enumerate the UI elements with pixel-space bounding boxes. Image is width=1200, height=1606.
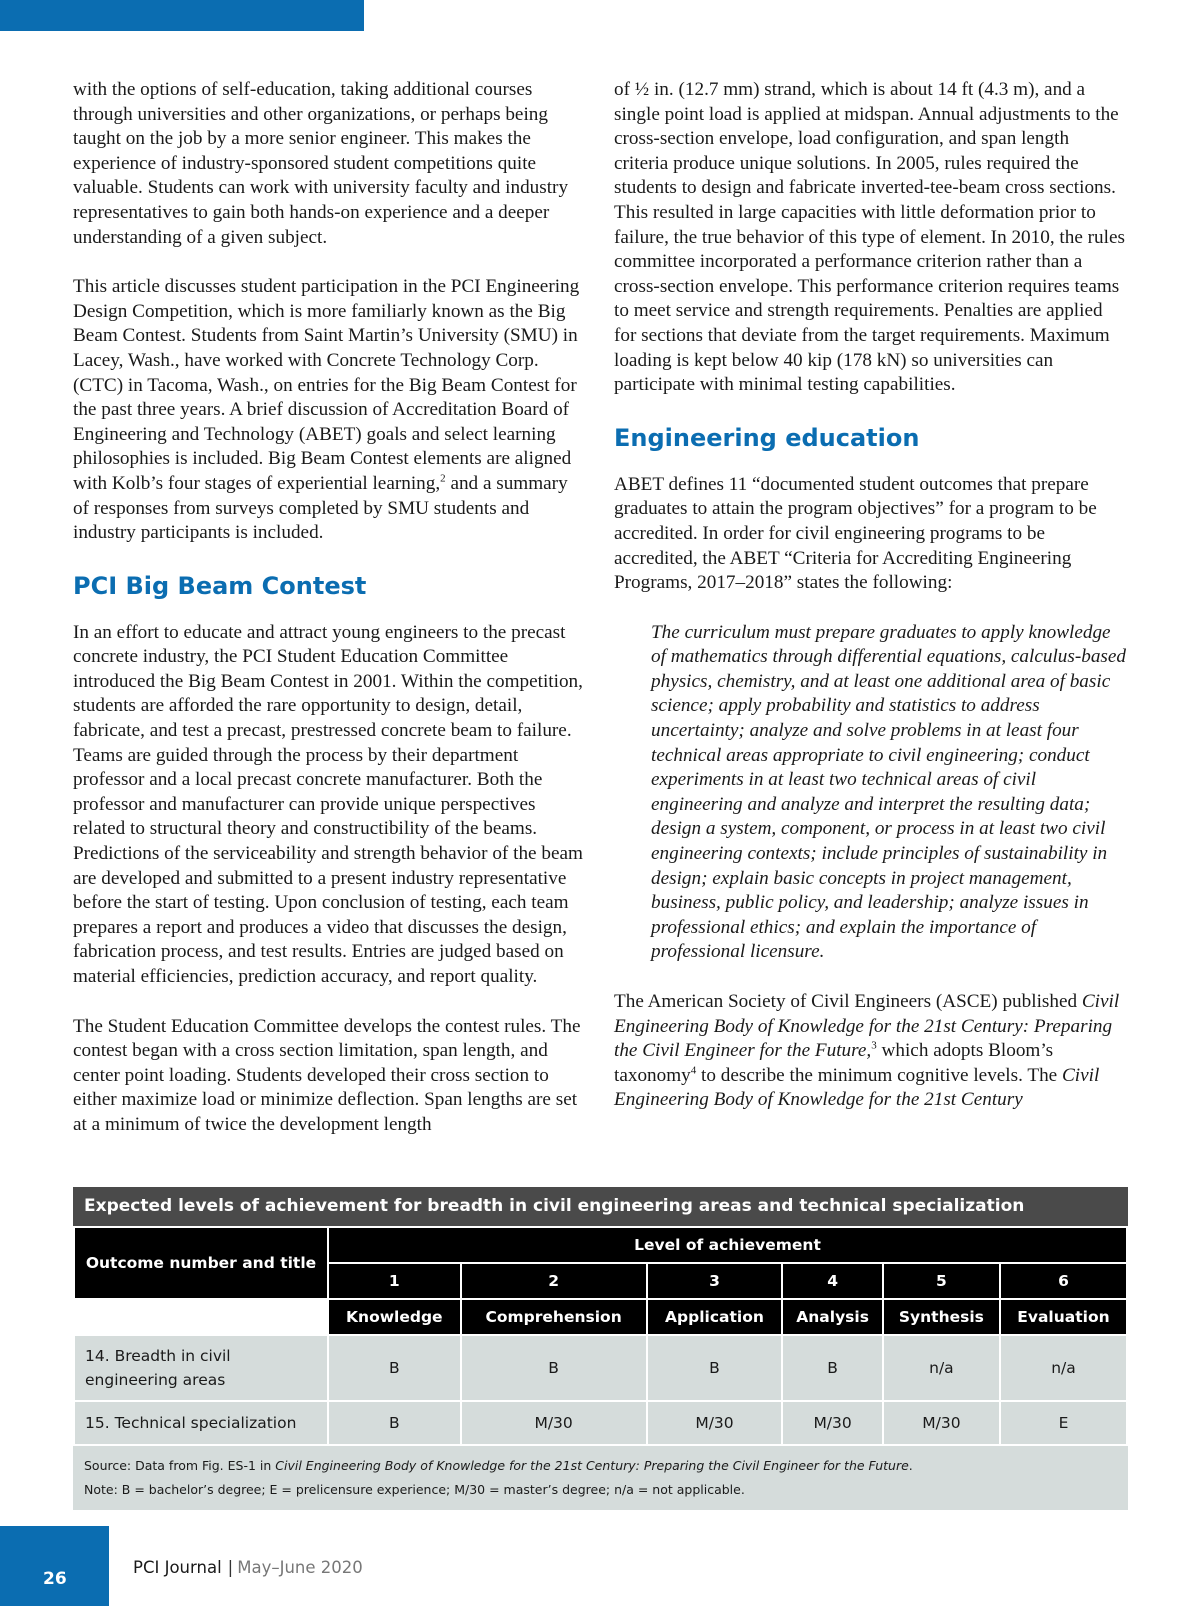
footnote-ref[interactable]: 3 — [871, 1039, 877, 1052]
block-quote: The curriculum must prepare graduates to apply knowledge of mathematics through differential equations, calculus-based physics, chemistry, and at least one additional area of basic science; apply probability and statistics to address uncertainty; analyze and solve problems in at least four technical areas appropriate to civil engineering; conduct experiments in at least two technical areas of civil engineering and analyze and interpret the resulting data; design a system, component, or process in at least two civil engineering contexts; include principles of sustainability in design; explain basic concepts in project management, business, public policy, and leadership; analyze issues in professional ethics; and explain the importance of professional licensure. — [651, 621, 1127, 963]
table-cell: M/30 — [461, 1401, 647, 1445]
left-column — [73, 78, 587, 1163]
level-name: Evaluation — [1000, 1299, 1127, 1335]
publication-title: Civil Engineering Body of Knowledge for the 21st Century: Preparing the Civil Engineer for the Future, — [614, 991, 1120, 1062]
top-accent-bar — [0, 0, 364, 31]
body-paragraph: with the options of self-education, taking additional courses through universities and other organizations, or perhaps being taught on the job by a more senior engineer. This makes the experience of industry-sponsored student competitions quite valuable. Students can work with university faculty and industry representatives to gain both hands-on experience and a deeper understanding of a given subject. — [73, 79, 569, 248]
running-footer — [133, 1558, 363, 1577]
issue-date: May–June 2020 — [237, 1558, 363, 1577]
table-cell: E — [1000, 1401, 1127, 1445]
level-header: Level of achievement — [328, 1227, 1127, 1263]
table-notes — [73, 1446, 1128, 1510]
level-name: Application — [647, 1299, 783, 1335]
level-number: 4 — [782, 1263, 882, 1299]
level-number: 1 — [328, 1263, 461, 1299]
achievement-table — [73, 1187, 1128, 1510]
level-number: 3 — [647, 1263, 783, 1299]
body-paragraph — [614, 990, 1128, 1113]
table-cell: M/30 — [883, 1401, 1000, 1445]
text-run: to describe the minimum cognitive levels. The — [696, 1064, 1062, 1086]
table-cell: M/30 — [782, 1401, 882, 1445]
publication-title: Civil Engineering Body of Knowledge for the 21st Century — [614, 1064, 1100, 1111]
level-name: Comprehension — [461, 1299, 647, 1335]
table-cell: n/a — [1000, 1335, 1127, 1401]
outcome-header: Outcome number and title — [74, 1227, 328, 1299]
text-run: This article discusses student participation in the PCI Engineering Design Competition, which is more familiarly known as the Big Beam Contest. Students from Saint Martin’s University (SMU) in Lacey, Wash., have worked with Concrete Technology Corp. (CTC) in Tacoma, Wash., on entries for the Big Beam Contest for the past three years. A brief discussion of Accreditation Board of Engineering and Technology (ABET) goals and select learning philosophies is included. Big Beam Contest elements are aligned with Kolb’s four stages of experiential learning, — [73, 276, 580, 494]
row-title: 14. Breadth in civil engineering areas — [74, 1335, 328, 1401]
table-row — [74, 1401, 1127, 1445]
level-number: 2 — [461, 1263, 647, 1299]
table-cell: B — [647, 1335, 783, 1401]
body-paragraph — [73, 275, 587, 546]
level-name: Analysis — [782, 1299, 882, 1335]
text-run: which adopts Bloom’s taxonomy — [614, 1040, 1054, 1086]
row-title: 15. Technical specialization — [74, 1401, 328, 1445]
level-name: Synthesis — [883, 1299, 1000, 1335]
table-cell: n/a — [883, 1335, 1000, 1401]
table-title: Expected levels of achievement for breadth in civil engineering areas and technical specialization — [73, 1187, 1128, 1226]
table-source — [84, 1454, 1118, 1478]
publication-title: Civil Engineering Body of Knowledge for the 21st Century: Preparing the Civil Engineer for the Future — [275, 1458, 909, 1473]
text-run: . — [908, 1458, 913, 1473]
footnote-ref[interactable]: 2 — [440, 472, 446, 485]
table-cell: B — [328, 1335, 461, 1401]
text-run: Source: Data from Fig. ES-1 in — [84, 1458, 276, 1473]
table-cell: M/30 — [647, 1401, 783, 1445]
section-heading: Engineering education — [614, 423, 920, 452]
table-cell: B — [782, 1335, 882, 1401]
table-row — [74, 1335, 1127, 1401]
page-number-box — [0, 1526, 109, 1606]
table-cell: B — [461, 1335, 647, 1401]
text-run: The American Society of Civil Engineers (ASCE) published — [614, 991, 1082, 1012]
footer-separator: | — [227, 1558, 234, 1577]
body-paragraph: In an effort to educate and attract young engineers to the precast concrete industry, the PCI Student Education Committee introduced the Big Beam Contest in 2001. Within the competition, students are afforded the rare opportunity to design, detail, fabricate, and test a precast, prestressed concrete beam to failure. Teams are guided through the process by their department professor and a local precast concrete manufacturer. Both the professor and manufacturer can provide unique perspectives related to structural theory and constructibility of the beams. Predictions of the serviceability and strength behavior of the beam are developed and submitted to a present industry representative before the start of testing. Upon conclusion of testing, each team prepares a report and produces a video that discusses the design, fabrication process, and test results. Entries are judged based on material efficiencies, prediction accuracy, and report quality. — [73, 621, 583, 987]
table-note: Note: B = bachelor’s degree; E = prelicensure experience; M/30 = master’s degree; n/a = not applicable. — [84, 1482, 745, 1497]
body-paragraph: ABET defines 11 “documented student outcomes that prepare graduates to attain the program objectives” for a program to be accredited. In order for civil engineering programs to be accredited, the ABET “Criteria for Accrediting Engineering Programs, 2017–2018” states the following: — [614, 473, 1097, 594]
table-cell: B — [328, 1401, 461, 1445]
table-grid — [73, 1226, 1128, 1446]
right-column — [614, 78, 1128, 1138]
level-number: 5 — [883, 1263, 1000, 1299]
text-run: and a summary of responses from surveys completed by SMU students and industry participants is included. — [73, 472, 568, 544]
page-number: 26 — [43, 1569, 67, 1589]
footnote-ref[interactable]: 4 — [690, 1064, 697, 1077]
blank-header-cell — [74, 1299, 328, 1335]
body-paragraph: The Student Education Committee develops the contest rules. The contest began with a cross section limitation, span length, and center point loading. Students developed their cross section to either maximize load or minimize deflection. Span lengths are set at a minimum of twice the development length — [73, 1015, 581, 1135]
level-number: 6 — [1000, 1263, 1127, 1299]
journal-name: PCI Journal — [133, 1558, 222, 1577]
section-heading: PCI Big Beam Contest — [73, 571, 367, 600]
level-name: Knowledge — [328, 1299, 461, 1335]
body-paragraph: of ½ in. (12.7 mm) strand, which is about 14 ft (4.3 m), and a single point load is applied at midspan. Annual adjustments to the cross-section envelope, load configuration, and span length criteria produce unique solutions. In 2005, rules required the students to design and fabricate inverted-tee-beam cross sections. This resulted in large capacities with little deformation prior to failure, the true behavior of this type of element. In 2010, the rules committee incorporated a performance criterion rather than a cross-section envelope. This performance criterion requires teams to meet service and strength requirements. Penalties are applied for sections that deviate from the target requirements. Maximum loading is kept below 40 kip (178 kN) so universities can participate with minimal testing capabilities. — [614, 79, 1125, 396]
